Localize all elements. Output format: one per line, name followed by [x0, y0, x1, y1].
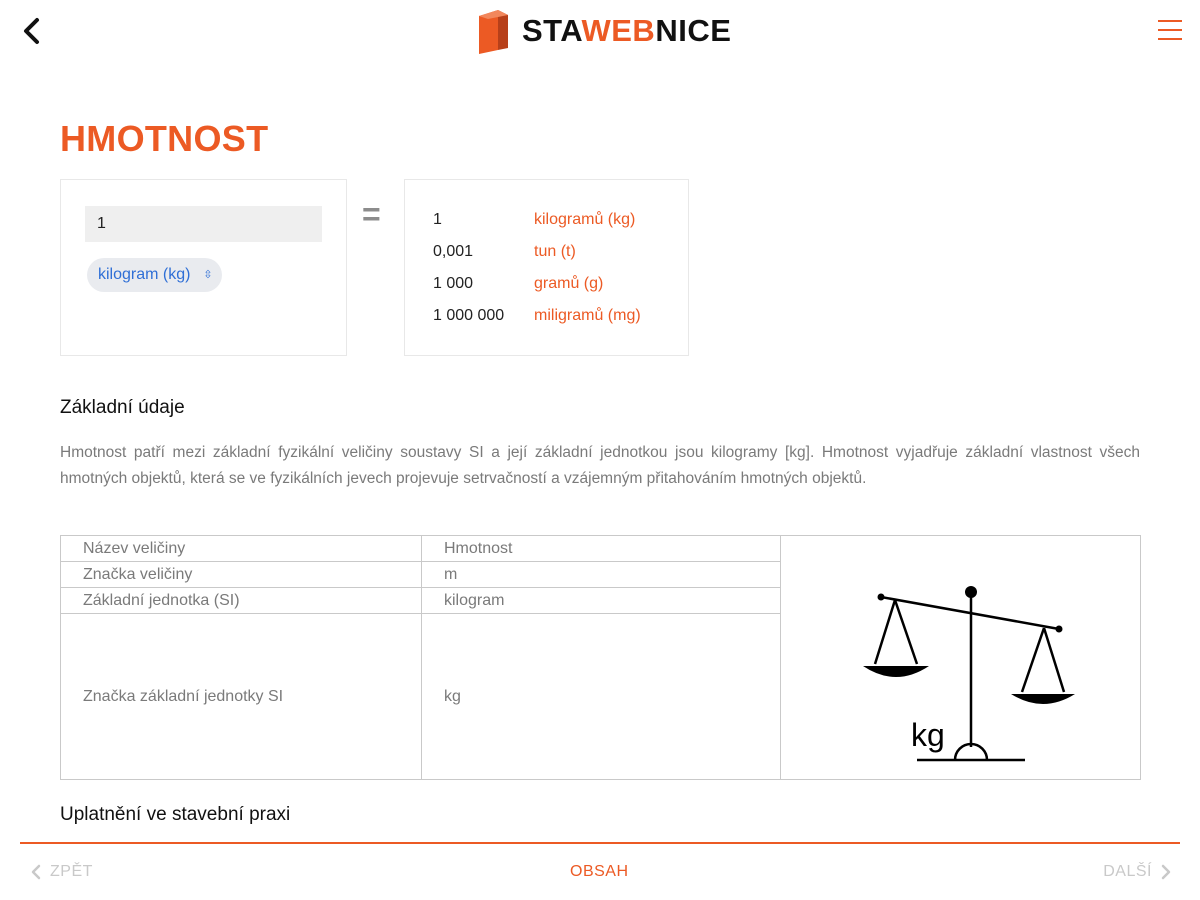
result-row: [433, 272, 603, 296]
table-cell-value: kg: [422, 614, 781, 780]
result-row: [433, 240, 576, 264]
quantity-info-table: [60, 535, 1141, 780]
table-cell-value: Hmotnost: [422, 536, 781, 562]
value-input[interactable]: [85, 206, 322, 242]
unit-select-label: kilogram (kg): [98, 266, 191, 283]
result-row: [433, 304, 641, 328]
result-unit: miligramů (mg): [534, 307, 641, 324]
menu-button[interactable]: [1156, 16, 1184, 44]
logo-text-part2: WEB: [581, 13, 656, 48]
brick-icon: [474, 6, 512, 56]
balance-scale-icon: [841, 562, 1081, 762]
converter-input-panel: [60, 179, 347, 356]
result-unit: gramů (g): [534, 275, 604, 292]
table-cell-label: Základní jednotka (SI): [61, 588, 422, 614]
table-cell-label: Značka veličiny: [61, 562, 422, 588]
table-row: [61, 536, 1141, 562]
footer-divider: [20, 842, 1180, 844]
table-cell-label: Název veličiny: [61, 536, 422, 562]
table-cell-value: m: [422, 562, 781, 588]
page-title: HMOTNOST: [60, 118, 269, 159]
basic-info-heading: Základní údaje: [60, 397, 185, 418]
logo-text-part3: NICE: [655, 13, 732, 48]
app-header: [0, 0, 1200, 64]
previous-page-label: ZPĚT: [50, 863, 93, 880]
table-of-contents-button[interactable]: OBSAH: [570, 863, 629, 880]
logo-text: [522, 13, 731, 49]
result-value: 1: [433, 211, 442, 228]
updown-chevron-icon: ⇳: [203, 269, 213, 281]
result-value: 1 000 000: [433, 307, 505, 324]
next-page-label: DALŠÍ: [1103, 863, 1152, 880]
hamburger-menu-icon: [1156, 16, 1184, 44]
logo-text-part1: STA: [522, 13, 582, 48]
next-page-button[interactable]: [1103, 860, 1172, 884]
result-value: 0,001: [433, 243, 474, 260]
chevron-right-icon: [1160, 864, 1172, 880]
result-row: [433, 208, 635, 232]
usage-heading: Uplatnění ve stavební praxi: [60, 804, 291, 825]
result-unit: kilogramů (kg): [534, 211, 636, 228]
result-unit: tun (t): [534, 243, 576, 260]
app-logo[interactable]: [474, 4, 731, 58]
table-cell-label: Značka základní jednotky SI: [61, 614, 422, 780]
table-cell-value: kilogram: [422, 588, 781, 614]
basic-info-description: Hmotnost patří mezi základní fyzikální veličiny soustavy SI a její základní jednotkou jsou kilogramy [kg]. Hmotnost vyjadřuje základní vlastnost všech hmotných objektů, která se ve fyzikálních jevech projevuje setrvačností a vzájemným přitahováním hmotných objektů.: [60, 444, 1140, 487]
back-button[interactable]: [18, 14, 46, 48]
result-value: 1 000: [433, 275, 474, 292]
unit-select[interactable]: [87, 258, 222, 292]
previous-page-button[interactable]: [30, 860, 93, 884]
illustration-label: kg: [910, 716, 945, 753]
illustration-cell: [781, 536, 1141, 780]
equals-sign: =: [362, 196, 381, 232]
chevron-left-icon: [30, 864, 42, 880]
converter-result-panel: [404, 179, 689, 356]
chevron-left-icon: [22, 17, 42, 45]
